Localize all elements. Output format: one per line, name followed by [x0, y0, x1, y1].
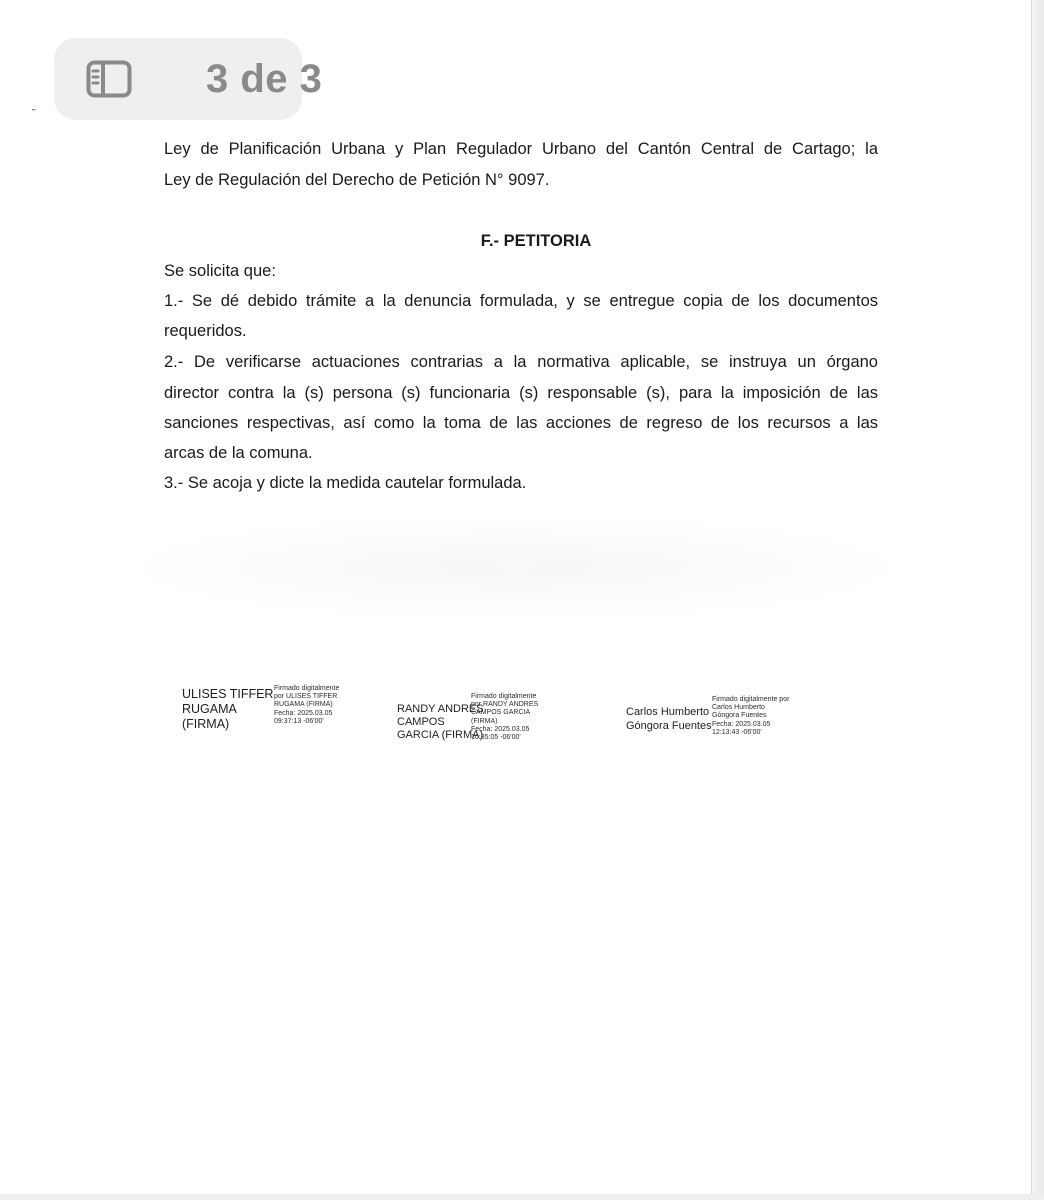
signature-meta-line: RUGAMA (FIRMA) — [274, 701, 333, 709]
petition-item-line: requeridos. — [164, 322, 247, 340]
petition-item-line: director contra la (s) persona (s) funcionaria (s) responsable (s), para la imposición de las — [164, 384, 878, 402]
sidebar-panel-icon — [86, 60, 132, 98]
signature-metadata — [274, 685, 339, 726]
signature-meta-line: Góngora Fuentes — [712, 712, 767, 720]
signer-name-line: ULISES TIFFER — [182, 687, 274, 701]
signature-meta-line: 09:37:13 -06'00' — [274, 717, 324, 725]
petition-item-line: 1.- Se dé debido trámite a la denuncia formulada, y se entregue copia de los documentos — [164, 292, 878, 310]
signature-metadata — [712, 696, 789, 737]
signature-meta-line: CAMPOS GARCIA — [471, 709, 531, 717]
petition-lead: Se solicita que: — [164, 262, 276, 280]
signature-meta-line: 10:35:05 -06'00' — [471, 734, 521, 742]
section-heading: F.- PETITORIA — [480, 232, 592, 250]
signature-meta-line: Carlos Humberto — [712, 704, 765, 712]
signature-meta-line: Firmado digitalmente por — [712, 696, 790, 703]
intro-line: Ley de Planificación Urbana y Plan Regulador Urbano del Cantón Central de Cartago; la — [164, 140, 878, 158]
page-indicator-pill[interactable] — [54, 38, 323, 120]
signer-name-line: (FIRMA) — [182, 717, 230, 731]
signature-meta-line: 12:13:43 -06'00' — [712, 728, 762, 736]
signature-meta-line: Fecha: 2025.03.05 — [274, 709, 333, 717]
signature-meta-line: por RANDY ANDRES — [471, 701, 539, 709]
signer-name-line: Góngora Fuentes — [626, 720, 712, 732]
page-bottom-edge — [0, 1194, 1044, 1200]
petition-item-line: arcas de la comuna. — [164, 444, 313, 462]
signer-name — [626, 705, 712, 733]
signature-meta-line: Fecha: 2025.03.05 — [471, 725, 530, 733]
petition-item-line: sanciones respectivas, así como la toma de las acciones de regreso de los recursos a las — [164, 414, 878, 432]
signer-name-line: Carlos Humberto — [626, 706, 710, 718]
signature-meta-line: Firmado digitalmente — [274, 685, 340, 692]
signature-meta-line: por ULISES TIFFER — [274, 693, 338, 701]
signer-name-line: GARCIA (FIRMA) — [397, 729, 484, 741]
petition-item-line: 3.- Se acoja y dicte la medida cautelar formulada. — [164, 474, 527, 492]
signature-meta-line: (FIRMA) — [471, 717, 498, 725]
page-indicator-label: 3 de 3 — [206, 57, 323, 101]
signer-name-line: RANDY ANDRES — [397, 703, 484, 715]
signer-name — [182, 687, 273, 732]
signer-name-line: RUGAMA — [182, 702, 237, 716]
signature-metadata — [471, 693, 538, 742]
scan-speck: ˜ — [32, 108, 36, 120]
signature-meta-line: Firmado digitalmente — [471, 693, 537, 700]
intro-line: Ley de Regulación del Derecho de Petición N° 9097. — [164, 171, 550, 189]
scan-smudge — [130, 515, 900, 620]
signature-meta-line: Fecha: 2025.03.05 — [712, 720, 771, 728]
signer-name-line: CAMPOS — [397, 716, 445, 728]
petition-item-line: 2.- De verificarse actuaciones contrarias a la normativa aplicable, se instruya un órgano — [164, 353, 878, 371]
page-edge-shadow — [1031, 0, 1044, 1200]
